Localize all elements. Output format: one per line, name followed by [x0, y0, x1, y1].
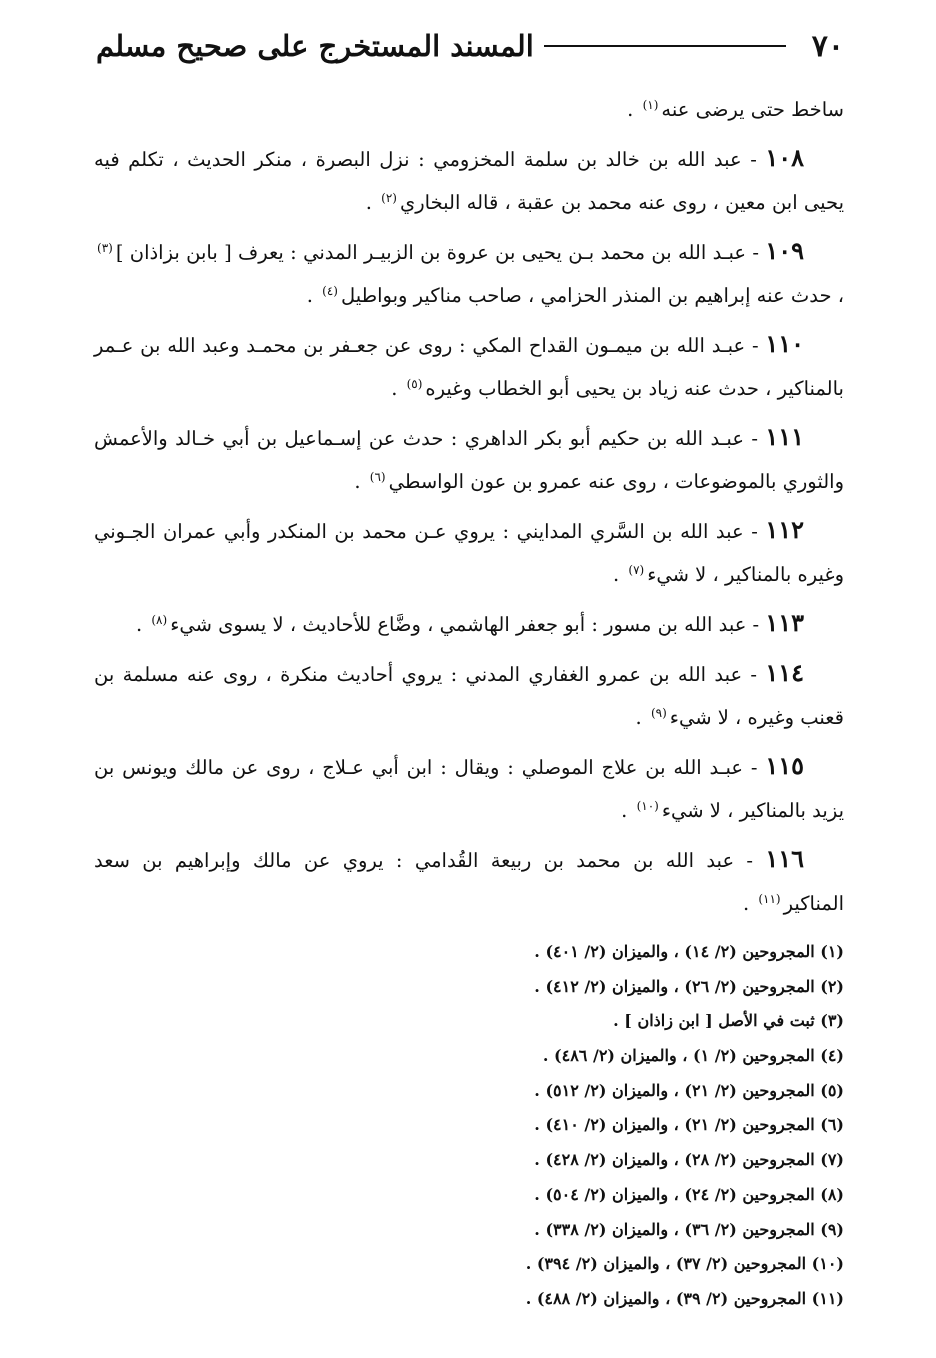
footnote-ref: (١١) — [758, 891, 781, 906]
entry-number: ١١٠ — [765, 329, 804, 358]
entry-110 — [94, 322, 844, 410]
footnote-ref: (٣) — [97, 240, 113, 255]
entry-number: ١١٣ — [765, 608, 804, 637]
footnote-7: (٧) المجروحين (٢/ ٢٨) ، والميزان (٢/ ٤٢٨) . — [534, 1150, 844, 1170]
entry-115 — [94, 744, 844, 832]
entry-end: . — [365, 191, 379, 214]
footnote-ref: (١) — [642, 97, 659, 112]
entry-end: . — [391, 377, 404, 400]
entry-text: - عبـد الله بن محمد بـن يحيى بن عروة بن الزبيـر المدني : يعرف [ بابن بزاذان ] — [115, 241, 766, 264]
entry-number: ١٠٨ — [765, 143, 804, 172]
entry-end: . — [306, 284, 320, 307]
entry-108 — [94, 136, 844, 224]
footnote-2: (٢) المجروحين (٢/ ٢٦) ، والميزان (٢/ ٤١٢) . — [534, 976, 844, 996]
footnote-ref: (٥) — [406, 376, 423, 391]
paragraph-end: . — [627, 98, 640, 121]
entry-text: - عبـد الله بن ميمـون القداح المكي : روى عن جعـفر بن محمـد وعبد الله بن عـمر بالمناكير ، حدث عنه زياد بن يحيى أبو الخطاب وغيره — [94, 334, 844, 400]
footnote-ref: (٦) — [369, 469, 386, 484]
footnotes — [94, 935, 844, 1317]
entry-number: ١١٤ — [765, 658, 804, 687]
footnote-6: (٦) المجروحين (٢/ ٢١) ، والميزان (٢/ ٤١٠) . — [534, 1115, 844, 1135]
footnote-1: (١) المجروحين (٢/ ١٤) ، والميزان (٢/ ٤٠١) . — [534, 942, 844, 961]
entry-113 — [94, 601, 844, 646]
running-title: المسند المستخرج على صحيح مسلم — [96, 29, 534, 63]
page-header — [96, 18, 844, 74]
footnote-11: (١١) المجروحين (٢/ ٣٩) ، والميزان (٢/ ٤٨٨) . — [525, 1288, 844, 1308]
entry-number: ١١٥ — [765, 751, 804, 780]
entry-end: . — [354, 470, 367, 493]
entry-109 — [94, 229, 844, 317]
entry-text-continued: ، حدث عنه إبراهيم بن المنذر الحزامي ، صاحب مناكير وبواطيل — [340, 284, 844, 307]
entry-text: - عبد الله بن السَّري المدايني : يروي عـن محمد بن المنكدر وأبي عمران الجـوني وغيره بالمناكير ، لا شيء — [94, 520, 844, 586]
footnote-ref: (٢) — [381, 190, 397, 205]
footnote-3: (٣) ثبت في الأصل [ ابن زاذان ] . — [613, 1011, 844, 1031]
entry-text: - عبـد الله بن علاج الموصلي : ويقال : ابن أبي عـلاج ، روى عن مالك ويونس بن يزيد بالمناكير ، لا شيء — [94, 756, 844, 822]
page-number: ٧٠ — [811, 28, 844, 64]
entry-end: . — [612, 563, 626, 586]
footnote-ref: (٨) — [151, 612, 168, 627]
entry-111 — [94, 415, 844, 503]
entry-text: - عبد الله بن عمرو الغفاري المدني : يروي أحاديث منكرة ، روى عنه مسلمة بن قعنب وغيره ، لا شيء — [94, 663, 844, 729]
entry-116 — [94, 837, 844, 925]
entry-end: . — [621, 799, 634, 822]
paragraph-text: ساخط حتى يرضى عنه — [661, 98, 844, 121]
paragraph-continuation — [94, 88, 844, 131]
entry-number: ١٠٩ — [765, 236, 804, 265]
footnote-ref: (٤) — [322, 283, 338, 298]
footnote-ref: (٧) — [628, 562, 645, 577]
entry-text: - عبد الله بن خالد بن سلمة المخزومي : نزل البصرة ، منكر الحديث ، تكلم فيه يحيى ابن معين ، روى عنه محمد بن عقبة ، قاله البخاري — [94, 148, 844, 214]
entry-text: - عبد الله بن محمد بن ربيعة القُدامي : يروي عن مالك وإبراهيم بن سعد المناكير — [94, 849, 844, 915]
entry-114 — [94, 651, 844, 739]
footnote-ref: (٩) — [650, 705, 667, 720]
entry-text: - عبـد الله بن حكيم أبو بكر الداهري : حدث عن إسـماعيل بن أبي خـالد والأعمش والثوري بالموضوعات ، روى عنه عمرو بن عون الواسطي — [94, 427, 844, 493]
entry-end: . — [635, 706, 648, 729]
entry-number: ١١٢ — [765, 515, 804, 544]
entry-text: - عبد الله بن مسور : أبو جعفر الهاشمي ، وضَّاع للأحاديث ، لا يسوى شيء — [170, 613, 766, 636]
entry-end: . — [135, 613, 149, 636]
main-text — [94, 88, 844, 930]
footnote-5: (٥) المجروحين (٢/ ٢١) ، والميزان (٢/ ٥١٢) . — [534, 1080, 844, 1100]
footnote-ref: (١٠) — [636, 798, 659, 813]
footnote-8: (٨) المجروحين (٢/ ٢٤) ، والميزان (٢/ ٥٠٤) . — [534, 1184, 844, 1204]
header-rule — [544, 45, 786, 47]
footnote-9: (٩) المجروحين (٢/ ٣٦) ، والميزان (٢/ ٣٣٨) . — [534, 1219, 844, 1239]
entry-number: ١١١ — [765, 422, 804, 451]
footnote-10: (١٠) المجروحين (٢/ ٣٧) ، والميزان (٢/ ٣٩٤) . — [525, 1254, 844, 1274]
entry-number: ١١٦ — [765, 844, 804, 873]
entry-112 — [94, 508, 844, 596]
footnote-4: (٤) المجروحين (٢/ ١) ، والميزان (٢/ ٤٨٦) . — [542, 1046, 844, 1066]
entry-end: . — [742, 892, 756, 915]
